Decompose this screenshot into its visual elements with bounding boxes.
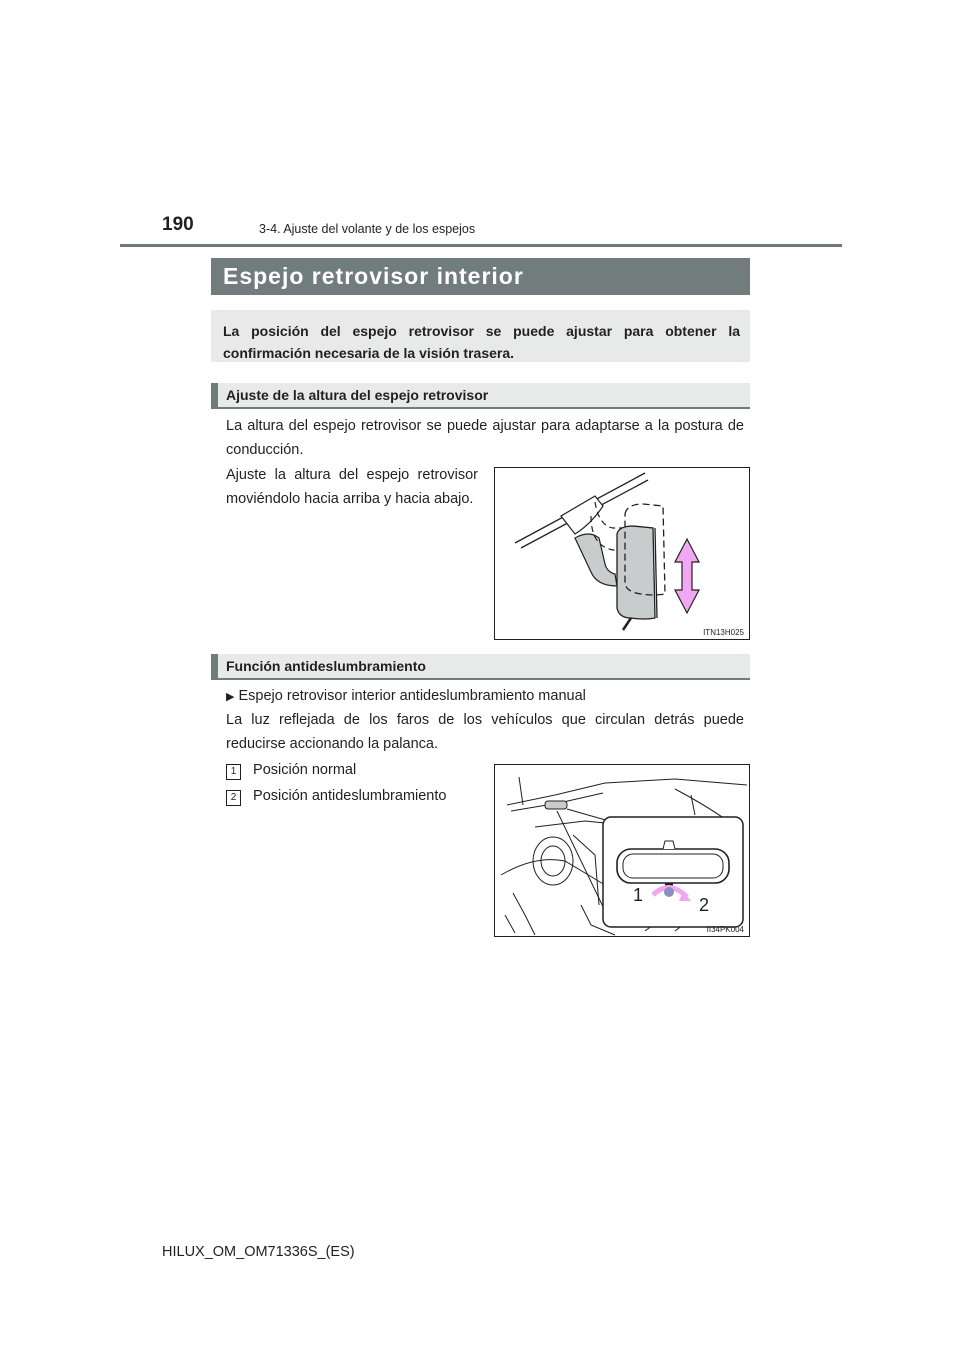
header-rule — [120, 244, 842, 247]
list-item — [226, 784, 446, 808]
figure-code: ITN13H025 — [703, 628, 744, 637]
antiglare-section-heading: Función antideslumbramiento — [211, 654, 750, 680]
item-label: Posición antideslumbramiento — [253, 788, 447, 804]
height-section-paragraph: La altura del espejo retrovisor se puede ajustar para adaptarse a la postura de conducción. — [226, 418, 744, 458]
mirror-height-illustration — [495, 468, 749, 639]
bullet-arrow-icon: ▶ — [226, 691, 235, 703]
section-header: 3-4. Ajuste del volante y de los espejos — [259, 222, 476, 236]
callout-2: 2 — [699, 895, 710, 915]
item-number: 1 — [226, 764, 241, 780]
antiglare-bullet-text: Espejo retrovisor interior antideslumbramiento manual — [238, 688, 586, 704]
item-label: Posición normal — [253, 762, 357, 778]
cabin-illustration — [495, 765, 749, 936]
height-section-heading: Ajuste de la altura del espejo retrovisor — [211, 383, 750, 409]
list-item — [226, 758, 356, 782]
intro-box: La posición del espejo retrovisor se puede ajustar para obtener la confirmación necesaria de la visión trasera. — [211, 310, 750, 362]
item-number: 2 — [226, 790, 241, 806]
page-title: Espejo retrovisor interior — [211, 258, 750, 295]
antiglare-bullet — [226, 684, 744, 709]
page-number: 190 — [162, 214, 194, 235]
antiglare-figure — [494, 764, 750, 937]
callout-1: 1 — [633, 885, 644, 905]
figure-code: II34PK004 — [706, 925, 744, 934]
antiglare-paragraph: La luz reflejada de los faros de los vehículos que circulan detrás puede reducirse accionando la palanca. — [226, 712, 744, 752]
height-section-instruction: Ajuste la altura del espejo retrovisor moviéndolo hacia arriba y hacia abajo. — [226, 467, 478, 507]
mirror-height-figure — [494, 467, 750, 640]
footer-doc-id: HILUX_OM_OM71336S_(ES) — [162, 1244, 355, 1260]
